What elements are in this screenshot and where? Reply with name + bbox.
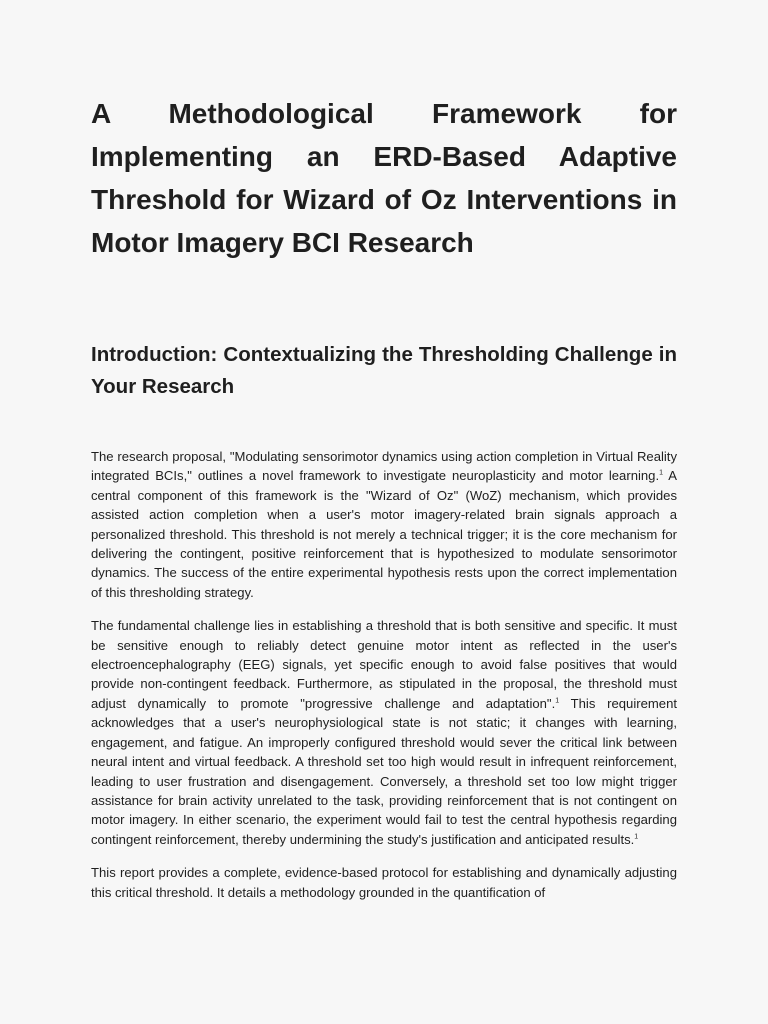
- document-content: [91, 92, 677, 900]
- footnote-ref[interactable]: 1: [659, 470, 664, 478]
- paragraph-text: This report provides a complete, evidence-based protocol for establishing and dynamically adjusting this critical threshold. It details a methodology grounded in the quantification of: [91, 865, 677, 900]
- paragraph-text: This requirement acknowledges that a user's neurophysiological state is not static; it changes with learning, engagement, and fatigue. An improperly configured threshold would sever the critical link between neural intent and virtual feedback. A threshold set too high would result in infrequent reinforcement, leading to user frustration and disengagement. Conversely, a threshold set too low might trigger assistance for brain activity unrelated to the task, providing reinforcement that is not contingent on motor imagery. In either scenario, the experiment would fail to test the central hypothesis regarding contingent reinforcement, thereby undermining the study's justification and anticipated results.: [91, 695, 677, 847]
- paragraph-text: A central component of this framework is the "Wizard of Oz" (WoZ) mechanism, which provides assisted action completion when a user's motor imagery-related brain signals approach a personalized threshold. This threshold is not merely a technical trigger; it is the core mechanism for delivering the contingent, positive reinforcement that is hypothesized to modulate sensorimotor dynamics. The success of the entire experimental hypothesis rests upon the correct implementation of this thresholding strategy.: [91, 468, 677, 600]
- paragraph-2: [91, 616, 677, 849]
- paragraph-1: [91, 447, 677, 602]
- footnote-ref[interactable]: 1: [555, 697, 560, 705]
- paragraph-text: The research proposal, "Modulating sensorimotor dynamics using action completion in Virtual Reality integrated BCIs," outlines a novel framework to investigate neuroplasticity and motor learning.: [91, 449, 677, 484]
- document-title: A Methodological Framework for Implementing an ERD-Based Adaptive Threshold for Wizard of Oz Interventions in Motor Imagery BCI Research: [91, 98, 677, 258]
- body-text: [91, 447, 677, 916]
- footnote-ref[interactable]: 1: [634, 833, 639, 841]
- paragraph-3: [91, 863, 677, 902]
- paragraph-text: The fundamental challenge lies in establishing a threshold that is both sensitive and specific. It must be sensitive enough to reliably detect genuine motor intent as reflected in the user's electroencephalography (EEG) signals, yet specific enough to avoid false positives that would provide non-contingent feedback. Furthermore, as stipulated in the proposal, the threshold must adjust dynamically to promote "progressive challenge and adaptation".: [91, 618, 677, 711]
- section-heading-introduction: Introduction: Contextualizing the Thresholding Challenge in Your Research: [91, 343, 677, 398]
